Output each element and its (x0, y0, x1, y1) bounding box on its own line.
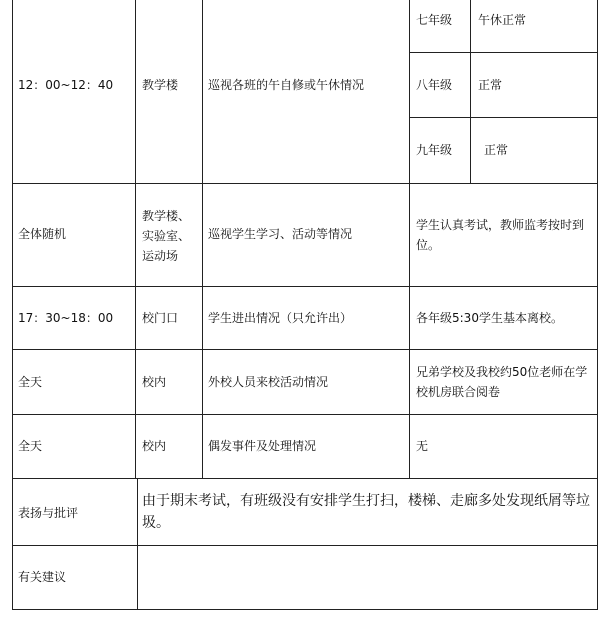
row2-content: 巡视学生学习、活动等情况 (208, 227, 353, 241)
row5-content: 偶发事件及处理情况 (208, 439, 317, 453)
row2-result: 学生认真考试，教师监考按时到位。 (416, 218, 585, 252)
row3-content: 学生进出情况（只允许出） (208, 311, 353, 325)
praise-label: 表扬与批评 (18, 506, 79, 520)
table-border-left (12, 0, 13, 610)
row-line-6 (12, 545, 598, 546)
row4-result: 兄弟学校及我校约50位老师在学校机房联合阅卷 (416, 365, 588, 399)
row-line-2 (12, 286, 598, 287)
row3-place: 校门口 (142, 311, 179, 325)
grade-9-label: 九年级 (416, 143, 453, 157)
row2-place-line: 运动场 (142, 249, 179, 263)
col-divider-content-result (409, 0, 410, 478)
row5-time: 全天 (18, 439, 43, 453)
col-divider-praise-label (137, 478, 138, 610)
row2-place-line: 实验室、 (142, 229, 191, 243)
row1-place: 教学楼 (142, 78, 179, 92)
grade-8-label: 八年级 (416, 78, 453, 92)
row5-place: 校内 (142, 439, 167, 453)
row-line-4 (12, 414, 598, 415)
grade-7-status: 午休正常 (478, 13, 527, 27)
col-divider-place-content (202, 0, 203, 478)
row3-time: 17：30~18：00 (18, 311, 114, 325)
grade-8-status: 正常 (478, 78, 503, 92)
row4-content: 外校人员来校活动情况 (208, 375, 329, 389)
table-border-bottom (12, 609, 598, 610)
row-line-3 (12, 349, 598, 350)
row4-place: 校内 (142, 375, 167, 389)
row-line-grade-2 (409, 117, 598, 118)
col-divider-time-place (135, 0, 136, 478)
grade-9-status: 正常 (484, 143, 509, 157)
row-line-1 (12, 183, 598, 184)
row3-result: 各年级5:30学生基本离校。 (416, 311, 563, 325)
row-line-grade-1 (409, 52, 598, 53)
row1-content: 巡视各班的午自修或午休情况 (208, 78, 365, 92)
col-divider-grade-status (470, 0, 471, 183)
suggestion-label: 有关建议 (18, 570, 67, 584)
table-border-right (597, 0, 598, 610)
row4-time: 全天 (18, 375, 43, 389)
row2-place-line: 教学楼、 (142, 209, 191, 223)
grade-7-label: 七年级 (416, 13, 453, 27)
praise-text: 由于期末考试，有班级没有安排学生打扫，楼梯、走廊多处发现纸屑等垃圾。 (142, 493, 590, 531)
row2-time: 全体随机 (18, 227, 67, 241)
row-line-5 (12, 478, 598, 479)
row1-time: 12：00~12：40 (18, 78, 114, 92)
row5-result: 无 (416, 439, 429, 453)
row2-place (142, 206, 190, 266)
